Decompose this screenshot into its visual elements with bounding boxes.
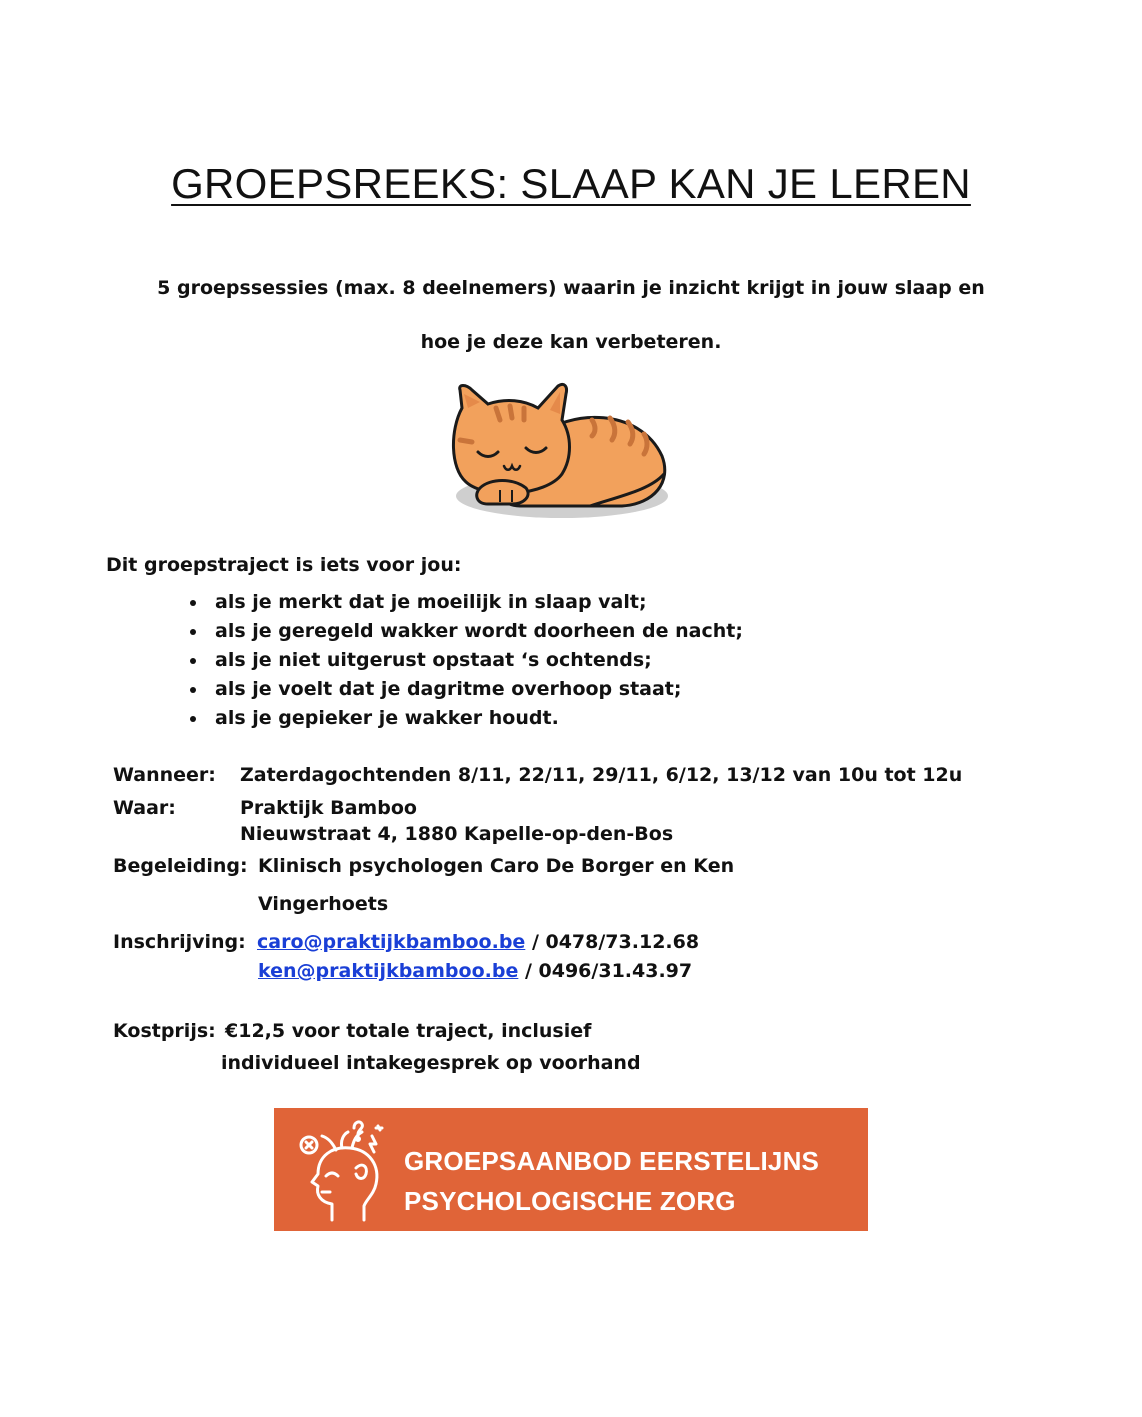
caro-email-link[interactable]: caro@praktijkbamboo.be [257, 931, 526, 953]
contact-row [257, 931, 699, 953]
audience-item: als je merkt dat je moeilijk in slaap valt; [188, 588, 743, 617]
intro-line-1: 5 groepssessies (max. 8 deelnemers) waarin je inzicht krijgt in jouw slaap en [157, 277, 985, 299]
when-value: Zaterdagochtenden 8/11, 22/11, 29/11, 6/12, 13/12 van 10u tot 12u [240, 764, 963, 786]
program-banner [274, 1108, 868, 1231]
banner-title-line-1: GROEPSAANBOD EERSTELIJNS [404, 1146, 820, 1176]
page-title-text: GROEPSREEKS: SLAAP KAN JE LEREN [171, 160, 971, 207]
thinking-head-icon [292, 1116, 388, 1224]
cost-label: Kostprijs: [113, 1020, 216, 1042]
ken-email-link[interactable]: ken@praktijkbamboo.be [258, 960, 519, 982]
ken-phone: / 0496/31.43.97 [524, 960, 693, 982]
banner-title-line-2: PSYCHOLOGISCHE ZORG [404, 1186, 736, 1216]
audience-list [188, 588, 743, 733]
where-label: Waar: [113, 797, 176, 819]
guidance-line-1: Klinisch psychologen Caro De Borger en Ken [258, 855, 735, 877]
guidance-line-2: Vingerhoets [258, 893, 389, 915]
audience-heading: Dit groepstraject is iets voor jou: [106, 554, 462, 576]
audience-item: als je gepieker je wakker houdt. [188, 704, 743, 733]
where-line-1: Praktijk Bamboo [240, 797, 417, 819]
audience-item: als je geregeld wakker wordt doorheen de nacht; [188, 617, 743, 646]
cost-line-2: individueel intakegesprek op voorhand [221, 1052, 641, 1074]
page-title [0, 160, 1142, 208]
registration-label: Inschrijving: [113, 931, 246, 953]
where-line-2: Nieuwstraat 4, 1880 Kapelle-op-den-Bos [240, 823, 674, 845]
cost-line-1: €12,5 voor totale traject, inclusief [225, 1020, 592, 1042]
when-label: Wanneer: [113, 764, 216, 786]
caro-phone: / 0478/73.12.68 [531, 931, 700, 953]
audience-item: als je niet uitgerust opstaat ‘s ochtends; [188, 646, 743, 675]
contact-row [258, 960, 692, 982]
guidance-label: Begeleiding: [113, 855, 248, 877]
sleeping-cat-icon [440, 378, 676, 522]
intro-line-2: hoe je deze kan verbeteren. [420, 331, 722, 353]
audience-item: als je voelt dat je dagritme overhoop staat; [188, 675, 743, 704]
